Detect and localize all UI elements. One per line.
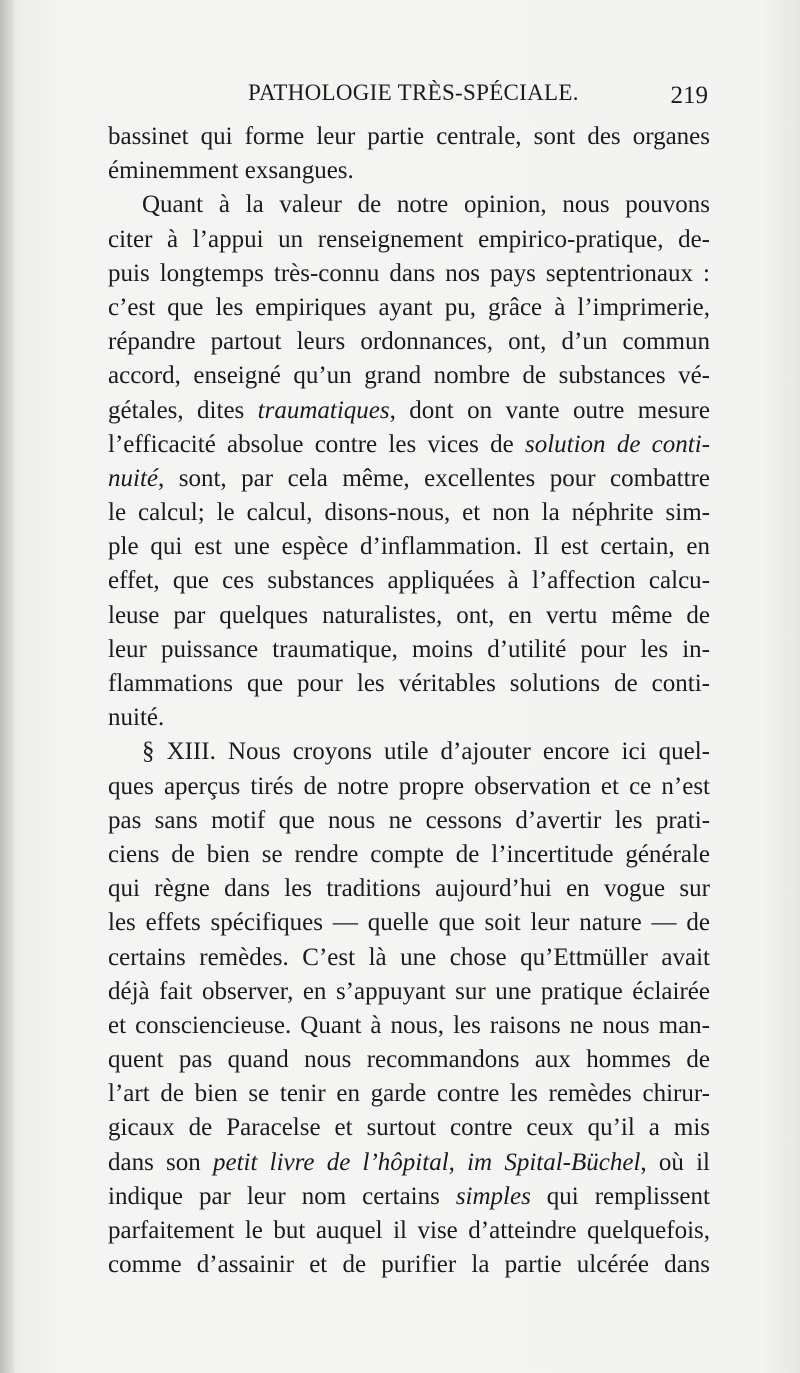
- text-segment: flammations que pour les véritables solutions de conti-: [108, 670, 710, 697]
- text-segment: Quant à la valeur de notre opinion, nous pouvons: [142, 191, 710, 219]
- text-line: [108, 599, 710, 633]
- text-line: [108, 359, 710, 393]
- text-line: [108, 906, 710, 940]
- text-line: [108, 735, 710, 769]
- page-header: [108, 80, 710, 116]
- text-segment: effet, que ces substances appliquées à l’affection calcu-: [108, 567, 710, 595]
- text-line: [108, 1180, 710, 1214]
- text-line: [108, 1248, 710, 1282]
- page-binding-shadow: [0, 0, 14, 1373]
- text-line: [108, 120, 710, 154]
- text-segment: nuité.: [108, 704, 165, 732]
- text-line: [108, 1214, 710, 1248]
- text-line: [108, 462, 710, 496]
- text-segment: accord, enseigné qu’un grand nombre de substances vé-: [108, 362, 710, 390]
- text-segment: qui règne dans les traditions aujourd’hui en vogue sur: [108, 875, 710, 903]
- text-line: [108, 1111, 710, 1145]
- text-line: [108, 394, 710, 428]
- text-segment: ple qui est une espèce d’inflammation. Il est certain, en: [108, 533, 710, 561]
- italic-text: traumatiques: [257, 396, 390, 424]
- text-line: [108, 496, 710, 530]
- text-segment: gétales, dites: [108, 396, 258, 424]
- text-segment: gicaux de Paracelse et surtout contre ceux qu’il a mis: [108, 1114, 710, 1142]
- text-segment: ques aperçus tirés de notre propre observation et ce n’est: [108, 772, 710, 800]
- text-segment: indique par leur nom certains: [108, 1182, 456, 1210]
- text-segment: qui remplissent: [530, 1182, 710, 1210]
- text-segment: l’efficacité absolue contre les vices de: [108, 430, 525, 458]
- text-segment: c’est que les empiriques ayant pu, grâce à l’imprimerie,: [108, 293, 710, 321]
- text-line: [108, 564, 710, 598]
- text-line: [108, 1043, 710, 1077]
- text-segment: le calcul; le calcul, disons-nous, et non la néphrite sim-: [108, 499, 710, 527]
- text-line: [108, 188, 710, 222]
- text-segment: , sont, par cela même, excellentes pour combattre: [158, 464, 710, 492]
- text-line: [108, 838, 710, 872]
- text-line: [108, 325, 710, 359]
- text-segment: leuse par quelques naturalistes, ont, en vertu même de: [108, 601, 710, 629]
- italic-text: solution de conti-: [524, 430, 710, 458]
- text-line: [108, 872, 710, 906]
- text-segment: déjà fait observer, en s’appuyant sur une pratique éclairée: [108, 977, 710, 1005]
- text-line: [108, 701, 710, 735]
- text-line: [108, 154, 710, 188]
- text-line: [108, 291, 710, 325]
- text-line: [108, 530, 710, 564]
- text-segment: comme d’assainir et de purifier la partie ulcérée dans: [108, 1251, 710, 1279]
- text-line: [108, 770, 710, 804]
- text-segment: parfaitement le but auquel il vise d’atteindre quelquefois,: [108, 1217, 710, 1244]
- italic-text: petit livre de l’hôpital, im Spital-Büchel: [212, 1148, 641, 1176]
- text-line: [108, 975, 710, 1009]
- text-segment: quent pas quand nous recommandons aux hommes de: [108, 1046, 710, 1074]
- running-title: PATHOLOGIE TRÈS-SPÉCIALE.: [248, 80, 579, 105]
- text-segment: , dont on vante outre mesure: [389, 396, 710, 424]
- text-line: [108, 223, 710, 257]
- text-line: [108, 1009, 710, 1043]
- text-line: [108, 428, 710, 462]
- text-segment: l’art de bien se tenir en garde contre les remèdes chirur-: [108, 1080, 710, 1108]
- italic-text: simples: [455, 1182, 531, 1210]
- italic-text: nuité: [108, 464, 158, 492]
- text-segment: ciens de bien se rendre compte de l’incertitude générale: [108, 840, 710, 868]
- text-segment: § XIII. Nous croyons utile d’ajouter encore ici quel-: [142, 738, 710, 766]
- text-line: [108, 633, 710, 667]
- text-segment: leur puissance traumatique, moins d’utilité pour les in-: [108, 635, 710, 663]
- text-line: [108, 1077, 710, 1111]
- text-segment: certains remèdes. C’est là une chose qu’Ettmüller avait: [108, 943, 710, 971]
- text-segment: dans son: [108, 1148, 213, 1176]
- text-segment: citer à l’appui un renseignement empirico-pratique, de-: [108, 225, 710, 253]
- page-number: 219: [670, 82, 708, 109]
- text-line: [108, 667, 710, 701]
- text-segment: les effets spécifiques — quelle que soit leur nature — de: [108, 909, 710, 937]
- body-text: [108, 120, 710, 1282]
- text-segment: pas sans motif que nous ne cessons d’avertir les prati-: [108, 806, 710, 834]
- text-segment: et consciencieuse. Quant à nous, les raisons ne nous man-: [108, 1011, 710, 1039]
- text-segment: , où il: [640, 1148, 710, 1176]
- text-line: [108, 1146, 710, 1180]
- text-segment: éminemment exsangues.: [108, 157, 354, 185]
- text-segment: répandre partout leurs ordonnances, ont, d’un commun: [108, 328, 710, 356]
- text-line: [108, 804, 710, 838]
- text-segment: bassinet qui forme leur partie centrale, sont des organes: [108, 123, 710, 150]
- text-line: [108, 257, 710, 291]
- text-segment: puis longtemps très-connu dans nos pays septentrionaux :: [108, 259, 710, 287]
- text-line: [108, 941, 710, 975]
